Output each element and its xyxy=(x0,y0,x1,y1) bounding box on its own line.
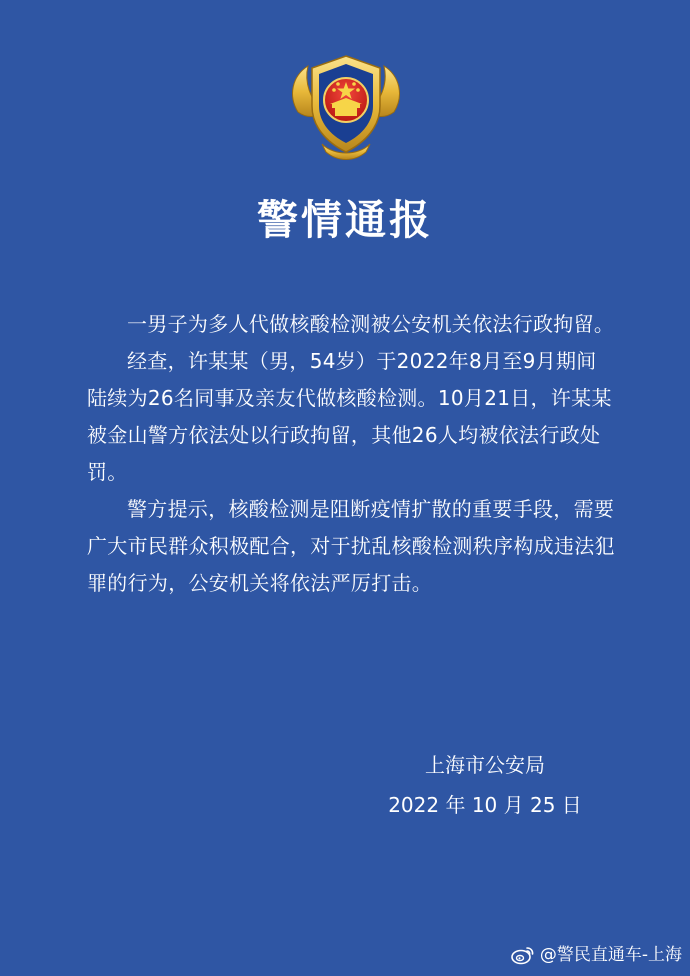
watermark-text: @警民直通车-上海 xyxy=(539,945,682,965)
paragraph-summary: 一男子为多人代做核酸检测被公安机关依法行政拘留。 xyxy=(127,312,615,336)
notice-body xyxy=(87,306,615,602)
issuing-organization: 上海市公安局 xyxy=(425,753,545,777)
source-watermark xyxy=(510,944,682,966)
page-title: 警情通报 xyxy=(257,196,433,244)
paragraph-details: 经查，许某某（男，54岁）于2022年8月至9月期间陆续为26名同事及亲友代做核酸检测。10月21日，许某某被金山警方依法处以行政拘留，其他26人均被依法行政处罚。 xyxy=(87,349,612,484)
issue-date: 2022 年 10 月 25 日 xyxy=(388,793,582,817)
police-emblem-icon xyxy=(284,52,408,164)
weibo-icon xyxy=(510,944,536,966)
signature-block xyxy=(380,745,590,825)
paragraph-warning: 警方提示，核酸检测是阻断疫情扩散的重要手段，需要广大市民群众积极配合，对于扰乱核酸检测秩序构成违法犯罪的行为，公安机关将依法严厉打击。 xyxy=(87,497,615,595)
